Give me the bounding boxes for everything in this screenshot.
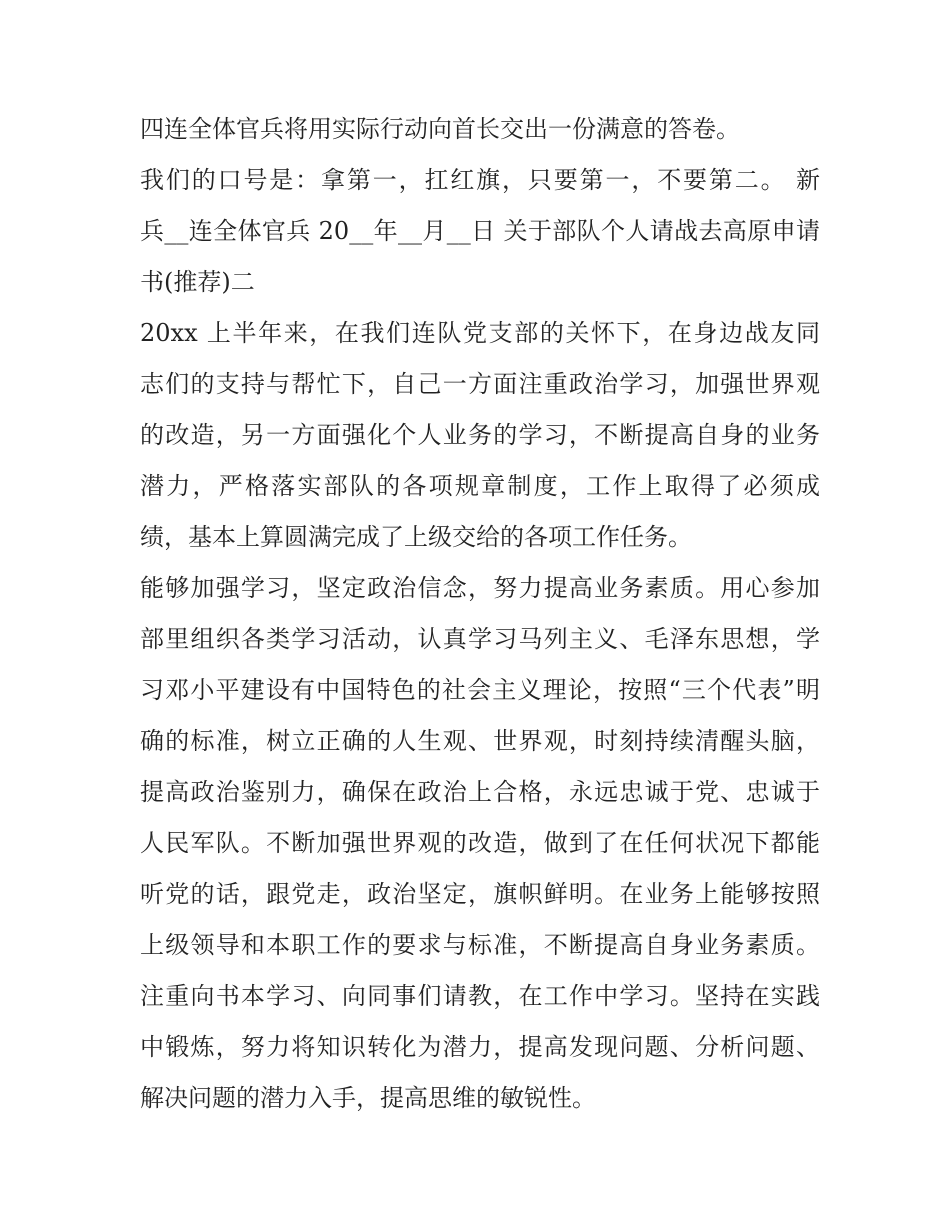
text-line: 我们的口号是：拿第一，扛红旗，只要第一，不要第二。 新 xyxy=(140,166,820,194)
text-line: 绩，基本上算圆满完成了上级交给的各项工作任务。 xyxy=(140,523,692,551)
text-line: 解决问题的潜力入手，提高思维的敏锐性。 xyxy=(140,1084,596,1112)
text-line: 20xx 上半年来，在我们连队党支部的关怀下，在身边战友同 xyxy=(140,319,820,347)
text-line: 听党的话，跟党走，政治坚定，旗帜鲜明。在业务上能够按照 xyxy=(140,880,820,908)
text-line: 志们的支持与帮忙下，自己一方面注重政治学习，加强世界观 xyxy=(140,370,820,398)
text-line: 确的标准，树立正确的人生观、世界观，时刻持续清醒头脑， xyxy=(140,727,820,755)
text-line: 能够加强学习，坚定政治信念，努力提高业务素质。用心参加 xyxy=(140,574,820,602)
text-line: 上级领导和本职工作的要求与标准，不断提高自身业务素质。 xyxy=(140,931,820,959)
text-line: 中锻炼，努力将知识转化为潜力，提高发现问题、分析问题、 xyxy=(140,1033,820,1061)
text-line: 注重向书本学习、向同事们请教，在工作中学习。坚持在实践 xyxy=(140,982,820,1010)
text-line: 的改造，另一方面强化个人业务的学习，不断提高自身的业务 xyxy=(140,421,820,449)
text-line: 人民军队。不断加强世界观的改造，做到了在任何状况下都能 xyxy=(140,829,820,857)
text-line: 提高政治鉴别力，确保在政治上合格，永远忠诚于党、忠诚于 xyxy=(140,778,820,806)
document-body xyxy=(140,104,820,1124)
text-line: 四连全体官兵将用实际行动向首长交出一份满意的答卷。 xyxy=(140,115,740,143)
text-line: 部里组织各类学习活动，认真学习马列主义、毛泽东思想，学 xyxy=(140,625,820,653)
text-line: 习邓小平建设有中国特色的社会主义理论，按照“三个代表”明 xyxy=(140,676,820,704)
text-line: 书(推荐)二 xyxy=(140,268,255,296)
text-line: 潜力，严格落实部队的各项规章制度，工作上取得了必须成 xyxy=(140,472,820,500)
text-line: 兵__连全体官兵 20__年__月__日 关于部队个人请战去高原申请 xyxy=(140,217,820,245)
